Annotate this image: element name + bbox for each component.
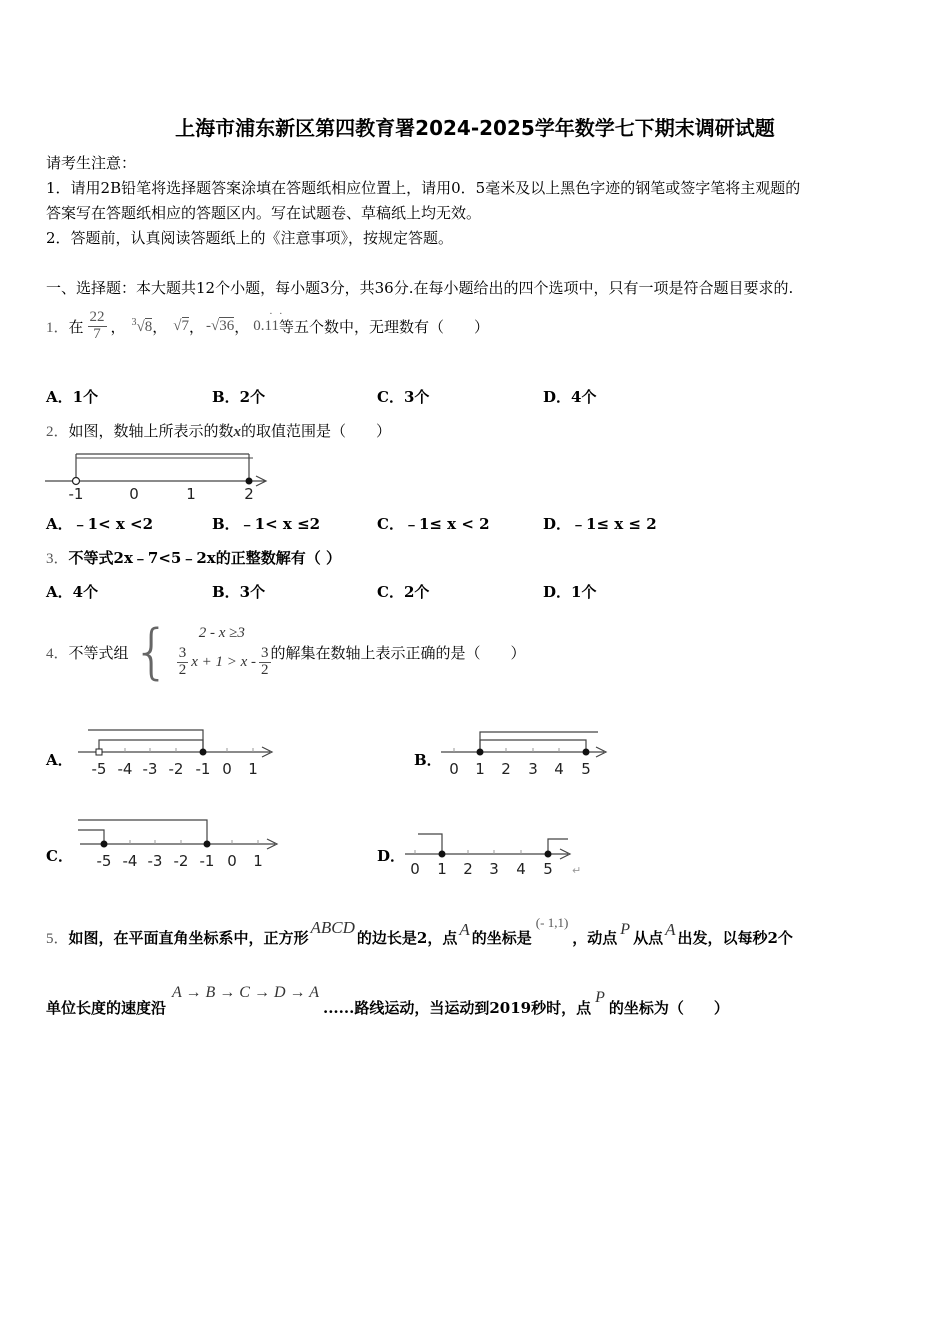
closed-dot <box>545 851 552 858</box>
range-bracket-left <box>418 834 442 854</box>
tick-label: 4 <box>516 860 526 878</box>
q5-text-9: 的坐标为（ ） <box>608 998 729 1017</box>
q5-text-3: 的坐标是 <box>471 928 532 947</box>
tick-label: -1 <box>199 852 215 870</box>
q5-text-5: 从点 <box>633 928 664 947</box>
q1-frac-den: 7 <box>93 325 101 342</box>
q2-tick-label: 0 <box>129 485 139 503</box>
question-4 <box>46 612 526 692</box>
tick-label: -1 <box>195 760 211 778</box>
page-title: 上海市浦东新区第四教育署2024-2025学年数学七下期末调研试题 <box>175 116 775 140</box>
closed-dot <box>583 749 590 756</box>
q2-tick-label: 1 <box>186 485 196 503</box>
q4-ineq-1: 2 - x ≥3 <box>198 625 245 642</box>
q3-number: 3． <box>46 551 69 567</box>
closed-dot <box>101 841 108 848</box>
tick-label: -3 <box>147 852 163 870</box>
q4-frac-2-den: 2 <box>261 662 269 678</box>
q5-number: 5． <box>46 930 69 947</box>
q1-sep-3: ， <box>189 317 205 336</box>
notice-heading: 请考生注意： <box>46 154 137 172</box>
tick-label: 5 <box>581 760 591 778</box>
radical-icon: √ <box>136 318 145 335</box>
q4-option-a-label[interactable]: A． <box>46 751 73 769</box>
range-bracket-inner <box>99 740 203 752</box>
tick-label: 0 <box>449 760 459 778</box>
q1-sqrt <box>173 318 189 335</box>
notice-line-1: 1．请用2B铅笔将选择题答案涂填在答题纸相应位置上，请用0．5毫米及以上黑色字迹的钢笔或签字笔将主观题的 <box>46 179 801 197</box>
tick-label: 5 <box>543 860 553 878</box>
q5-point-a-2: A <box>665 920 676 939</box>
tick-label: 4 <box>554 760 564 778</box>
q4-frac-1-num: 3 <box>178 645 187 662</box>
q1-number: 1． <box>46 319 69 336</box>
q5-text-8: ......路线运动，当运动到2019秒时，点 <box>322 998 592 1017</box>
tick-label: 2 <box>463 860 473 878</box>
q1-pre: 在 <box>68 317 84 336</box>
q1-sep-1: ， <box>110 317 126 336</box>
question-5-line-1 <box>46 914 793 960</box>
q4-pre: 不等式组 <box>68 643 129 662</box>
q1-frac-num: 22 <box>89 308 105 325</box>
q1-cube-root <box>132 317 153 336</box>
q2-option-d[interactable]: D．﹣1≤ x ≤ 2 <box>543 515 657 533</box>
tick-label: -5 <box>96 852 112 870</box>
return-mark-icon: ↵ <box>572 864 582 877</box>
q4-frac-2 <box>259 646 271 679</box>
q1-cbrt-value: 8 <box>144 318 153 335</box>
tick-label: 1 <box>248 760 258 778</box>
q2-closed-dot <box>246 478 253 485</box>
range-bracket-left <box>78 820 207 844</box>
tick-label: -4 <box>122 852 138 870</box>
q3-text: 不等式2x﹣7<5﹣2x的正整数解有（ ） <box>68 549 341 567</box>
q4-post: 的解集在数轴上表示正确的是（ ） <box>270 643 526 662</box>
q2-option-b[interactable]: B．﹣1< x ≤2 <box>212 515 321 533</box>
q2-tick-label: -1 <box>68 485 84 503</box>
q1-option-c[interactable]: C．3个 <box>377 388 430 406</box>
q5-text-7: 单位长度的速度沿 <box>46 998 167 1017</box>
q4-inequalities <box>177 625 271 679</box>
q4-frac-1-den: 2 <box>178 662 187 678</box>
q5-point-a: A <box>459 920 470 939</box>
q2-tick-label: 2 <box>244 485 254 503</box>
q1-option-d[interactable]: D．4个 <box>543 388 597 406</box>
q4-option-c-label[interactable]: C． <box>46 847 73 865</box>
q3-option-d[interactable]: D．1个 <box>543 583 597 601</box>
q1-sqrt-value: 7 <box>181 317 190 334</box>
question-2 <box>46 420 391 441</box>
q1-post: 等五个数中，无理数有（ ） <box>279 317 490 336</box>
closed-dot <box>200 749 207 756</box>
q5-text-4: ，动点 <box>572 928 618 947</box>
tick-label: 2 <box>501 760 511 778</box>
q2-text-post: 的取值范围是（ ） <box>241 422 392 440</box>
q4-system <box>129 617 271 687</box>
closed-dot <box>439 851 446 858</box>
q3-option-a[interactable]: A．4个 <box>46 583 99 601</box>
tick-label: -2 <box>173 852 189 870</box>
q2-text-pre: 如图，数轴上所表示的数 <box>68 422 234 440</box>
q2-option-c[interactable]: C．﹣1≤ x < 2 <box>377 515 490 533</box>
tick-label: -3 <box>142 760 158 778</box>
tick-label: 3 <box>489 860 499 878</box>
q2-number-line <box>40 446 280 504</box>
q1-sep-4: ， <box>234 317 250 336</box>
open-dot <box>96 749 102 755</box>
q4-frac-1 <box>177 646 189 679</box>
q1-sqrt-value-2: 36 <box>219 317 235 334</box>
q5-path: A → B → C → D → A <box>172 984 319 1001</box>
question-1 <box>46 300 489 352</box>
q4-option-d-label[interactable]: D． <box>377 847 406 865</box>
q4-option-b-label[interactable]: B． <box>414 751 442 769</box>
q5-text-2: 的边长是2，点 <box>356 928 458 947</box>
tick-label: 0 <box>227 852 237 870</box>
q1-repeat-dots: · · <box>269 308 285 320</box>
question-5-line-2 <box>46 984 729 1030</box>
tick-label: 0 <box>222 760 232 778</box>
range-bracket-outer <box>88 730 203 752</box>
radical-icon: √ <box>173 317 182 334</box>
q4-option-a-number-line[interactable] <box>70 722 280 780</box>
q1-option-b[interactable]: B．2个 <box>212 388 266 406</box>
q2-option-a[interactable]: A．﹣1< x <2 <box>46 515 154 533</box>
q4-frac-2-num: 3 <box>261 645 269 662</box>
q5-coord: (- 1,1) <box>535 915 569 930</box>
tick-label: 0 <box>410 860 420 878</box>
brace-icon: { <box>132 617 171 687</box>
q3-option-c[interactable]: C．2个 <box>377 583 430 601</box>
q5-point-p: P <box>620 921 631 938</box>
q4-ineq-2-mid: x + 1 > x - <box>191 654 257 670</box>
q5-point-p-2: P <box>595 989 605 1006</box>
q4-ineq-2 <box>177 646 271 679</box>
q2-open-dot <box>73 478 80 485</box>
range-bracket-outer <box>480 732 598 752</box>
q2-number: 2． <box>46 424 69 440</box>
q1-neg-sqrt <box>206 318 234 335</box>
q5-text-1: 如图，在平面直角坐标系中，正方形 <box>68 928 309 947</box>
q1-neg-sign: - <box>206 317 212 334</box>
q1-fraction <box>88 310 107 343</box>
q1-repeating-decimal <box>253 308 285 335</box>
notice-line-1b: 答案写在答题纸相应的答题区内。写在试题卷、草稿纸上均无效。 <box>46 204 482 222</box>
q1-option-a[interactable]: A．1个 <box>46 388 99 406</box>
q4-option-b-number-line[interactable] <box>436 722 616 780</box>
q4-option-d-number-line[interactable] <box>400 822 590 880</box>
tick-label: 3 <box>528 760 538 778</box>
q3-option-b[interactable]: B．3个 <box>212 583 266 601</box>
notice-line-2: 2．答题前，认真阅读答题纸上的《注意事项》，按规定答题。 <box>46 229 454 247</box>
question-3 <box>46 547 341 568</box>
tick-label: -4 <box>117 760 133 778</box>
section-heading: 一、选择题：本大题共12个小题，每小题3分，共36分.在每小题给出的四个选项中，只有一项是符合题目要求的. <box>46 279 794 297</box>
q1-repeat-value: 0.11 <box>253 317 279 334</box>
tick-label: -5 <box>91 760 107 778</box>
q5-text-6: 出发，以每秒2个 <box>677 928 793 947</box>
tick-label: 1 <box>475 760 485 778</box>
closed-dot <box>204 841 211 848</box>
q1-cbrt-index: 3 <box>131 316 137 328</box>
q4-option-c-number-line[interactable] <box>70 812 285 872</box>
range-bracket-right <box>78 830 104 844</box>
tick-label: -2 <box>168 760 184 778</box>
tick-label: 1 <box>253 852 263 870</box>
closed-dot <box>477 749 484 756</box>
q2-var: x <box>233 424 242 440</box>
q5-abcd: ABCD <box>310 918 355 937</box>
q4-number: 4． <box>46 645 69 662</box>
radical-icon: √ <box>211 317 220 334</box>
q1-sep-2: ， <box>152 317 168 336</box>
tick-label: 1 <box>437 860 447 878</box>
